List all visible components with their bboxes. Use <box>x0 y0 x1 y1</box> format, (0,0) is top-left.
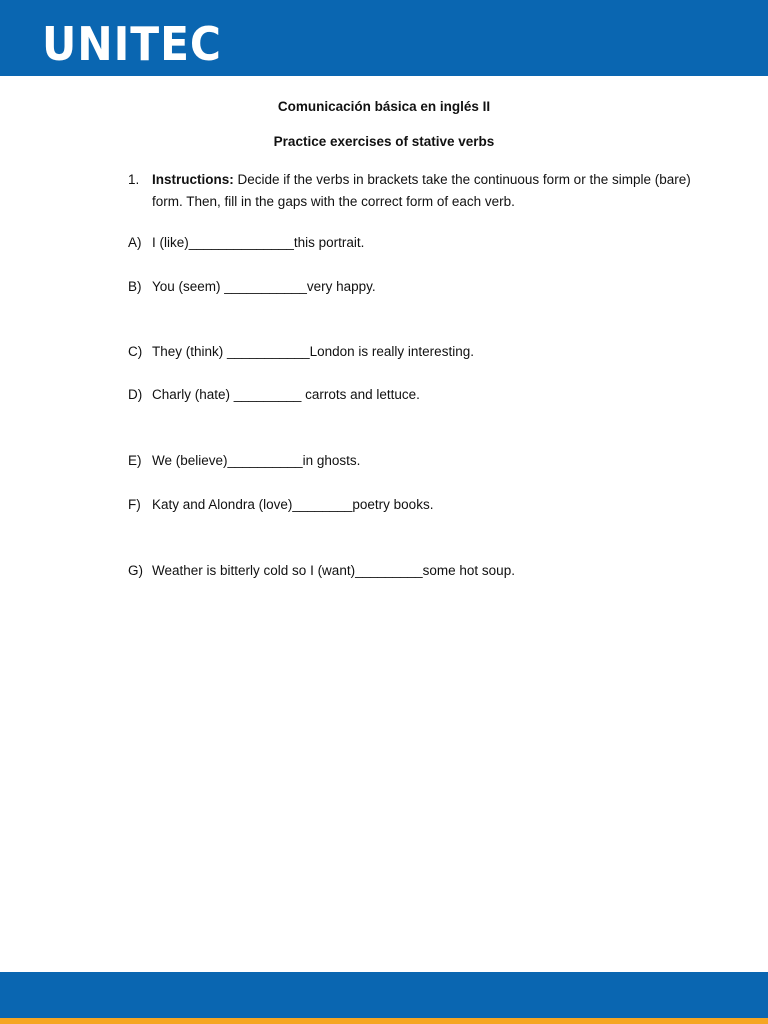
item-text: You (seem) ___________very happy. <box>152 279 376 294</box>
item-letter: F) <box>128 497 141 512</box>
instructions-label: Instructions: <box>152 172 234 187</box>
item-letter: G) <box>128 563 143 578</box>
instructions-number: 1. <box>128 172 140 187</box>
document-title: Comunicación básica en inglés II <box>277 99 491 114</box>
item-text: Weather is bitterly cold so I (want)_________some hot soup. <box>152 563 515 578</box>
item-letter: A) <box>128 235 142 250</box>
exercise-item-g <box>128 562 515 580</box>
item-letter: B) <box>128 279 142 294</box>
item-text: We (believe)__________in ghosts. <box>152 453 361 468</box>
item-text: Katy and Alondra (love)________poetry books. <box>152 497 434 512</box>
item-text: I (like)______________this portrait. <box>152 235 365 250</box>
exercise-item-c <box>128 343 474 361</box>
footer-band <box>0 972 768 1018</box>
item-letter: D) <box>128 387 143 402</box>
exercise-item-e <box>128 452 360 470</box>
item-text: They (think) ___________London is really interesting. <box>152 344 474 359</box>
item-letter: E) <box>128 453 142 468</box>
item-letter: C) <box>128 344 143 359</box>
document-subtitle: Practice exercises of stative verbs <box>273 134 495 149</box>
header-band <box>0 0 768 76</box>
instructions-text-block <box>152 169 692 213</box>
unitec-logo: UNITEC <box>42 17 222 71</box>
exercise-item-f <box>128 496 433 514</box>
exercise-item-b <box>128 278 376 296</box>
footer-stripe <box>0 1018 768 1024</box>
instructions-text: Decide if the verbs in brackets take the continuous form or the simple (bare) form. Then, fill in the gaps with the correct form of each verb. <box>152 172 691 209</box>
exercise-item-d <box>128 386 420 404</box>
item-text: Charly (hate) _________ carrots and lettuce. <box>152 387 420 402</box>
exercise-item-a <box>128 234 364 252</box>
